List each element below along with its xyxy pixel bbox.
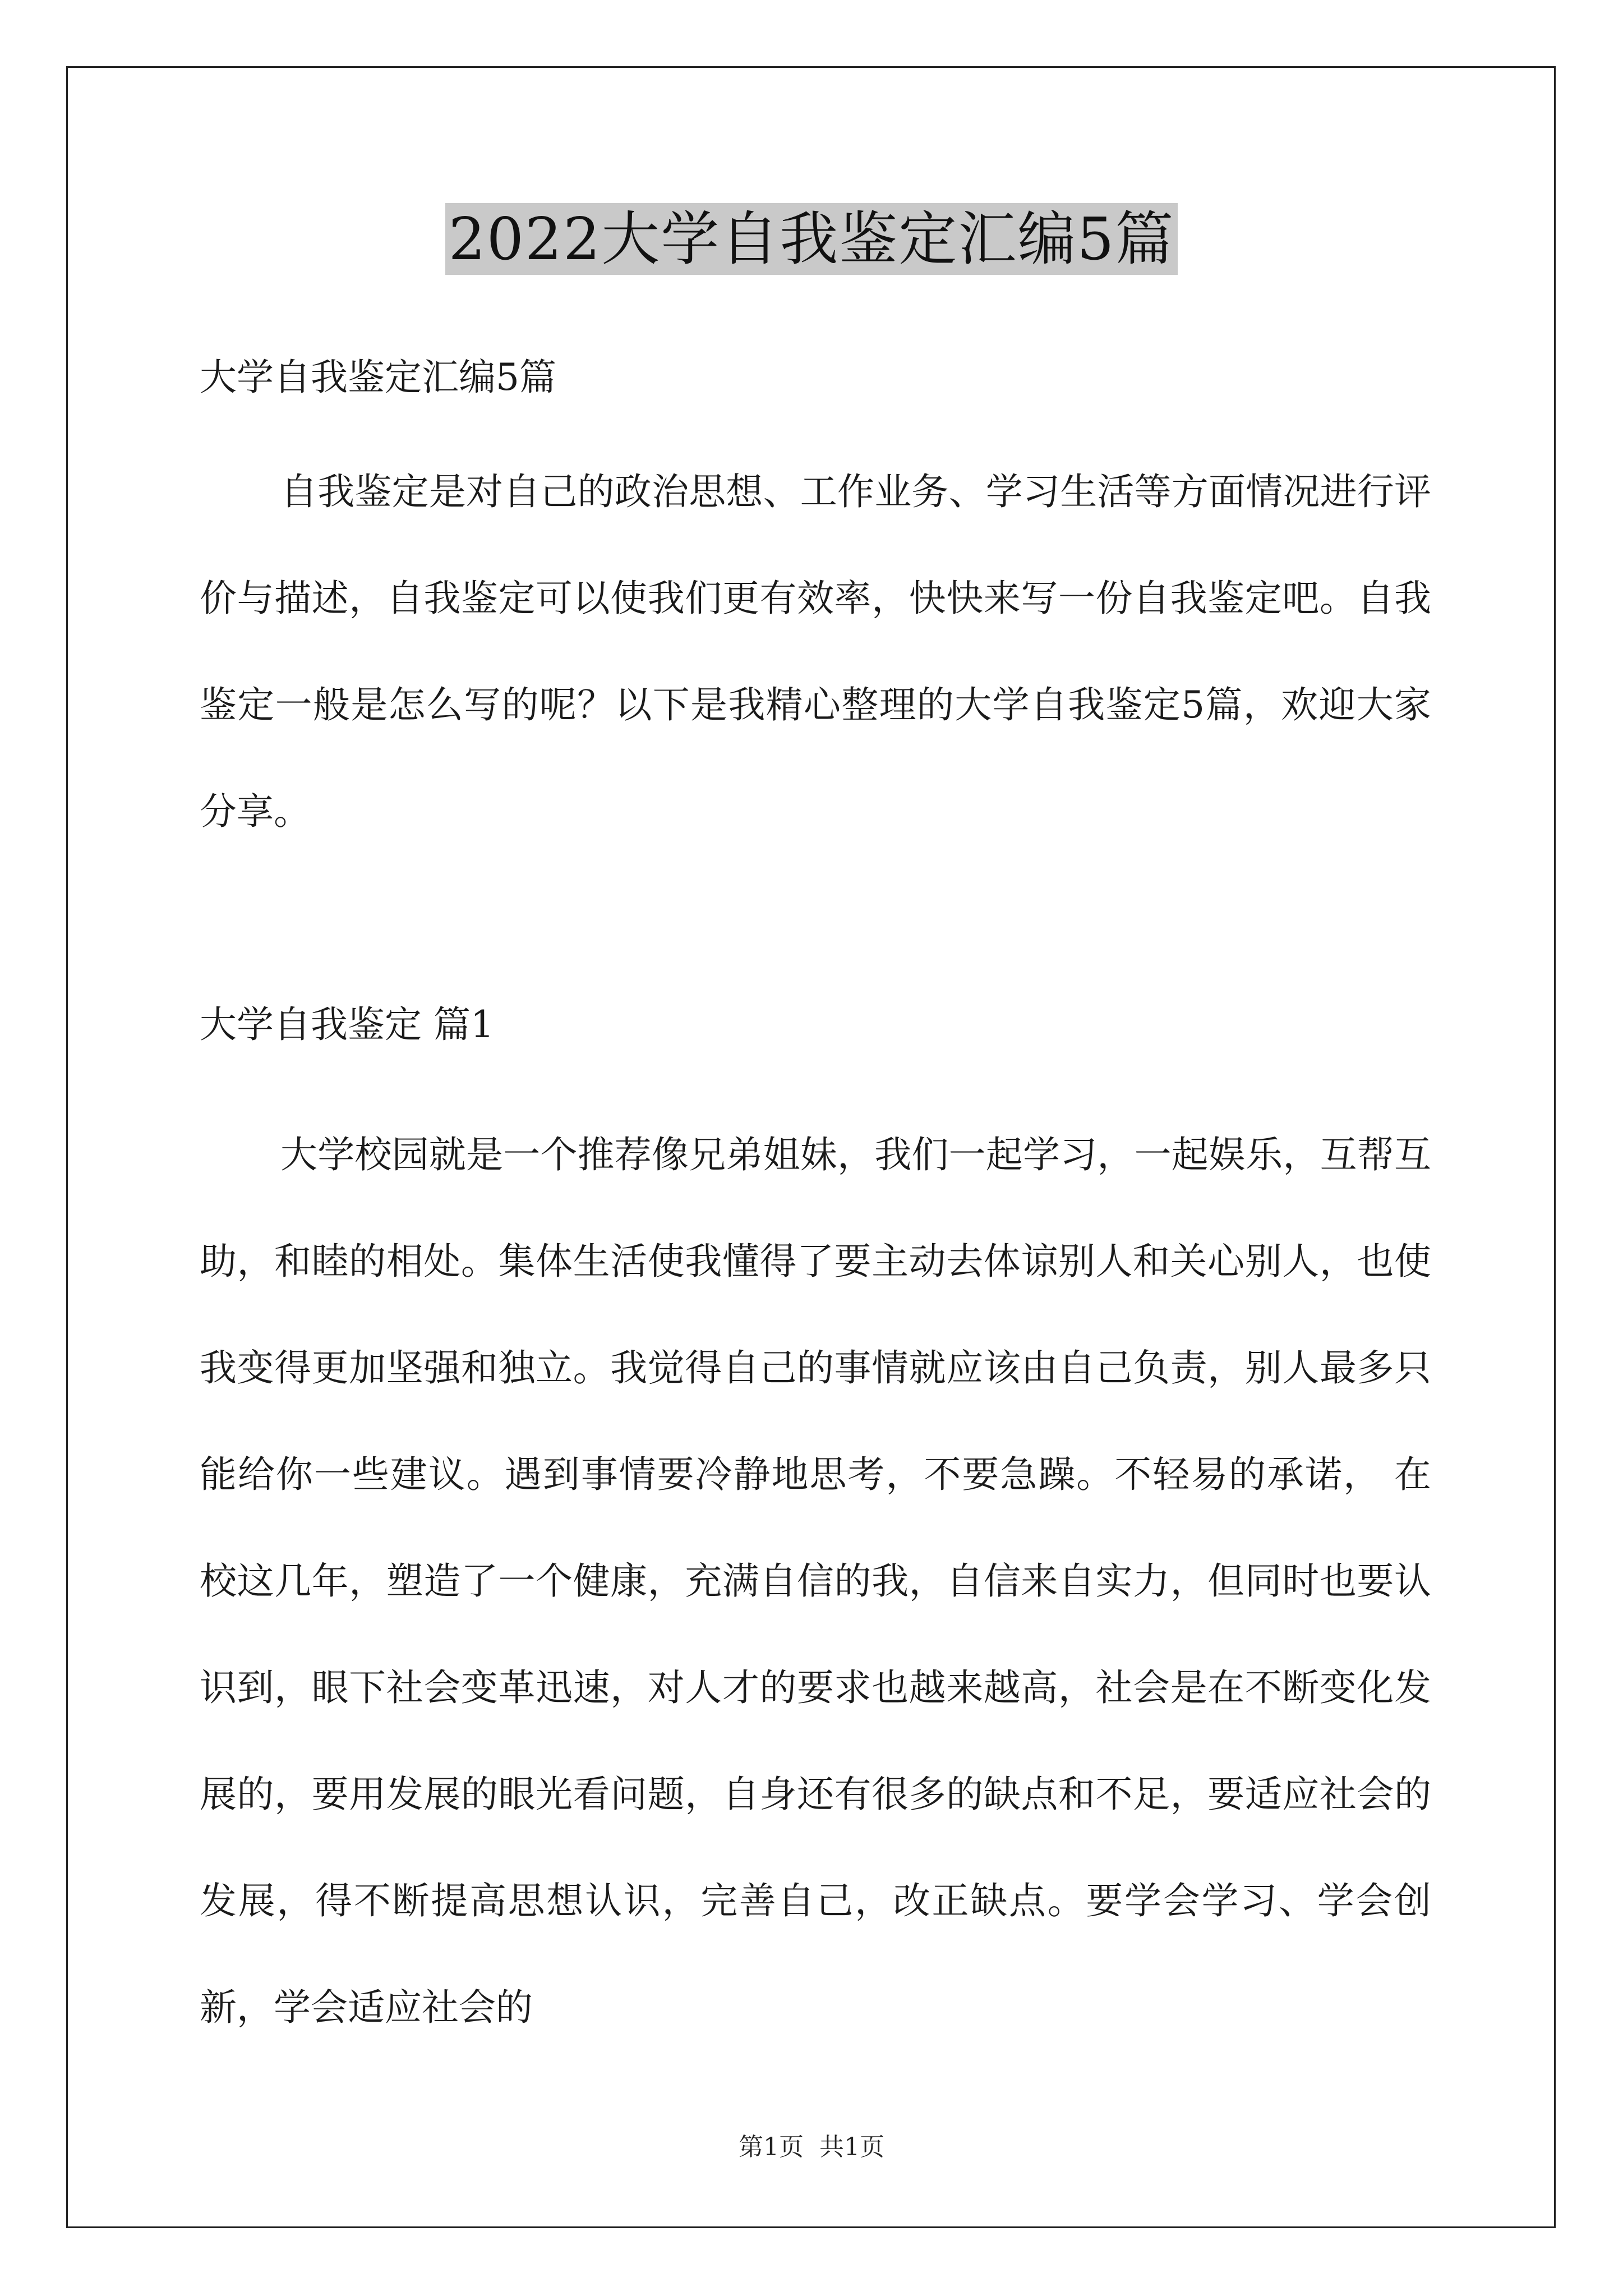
title-container — [0, 203, 1623, 275]
intro-paragraph: 自我鉴定是对自己的政治思想、工作业务、学习生活等方面情况进行评价与描述，自我鉴定可以使我们更有效率，快快来写一份自我鉴定吧。自我鉴定一般是怎么写的呢？以下是我精心整理的大学自我鉴定5篇，欢迎大家分享。 — [200, 470, 1431, 833]
document-title: 2022大学自我鉴定汇编5篇 — [445, 203, 1178, 275]
section-paragraph: 大学校园就是一个推荐像兄弟姐妹，我们一起学习，一起娱乐，互帮互助，和睦的相处。集体生活使我懂得了要主动去体谅别人和关心别人，也使我变得更加坚强和独立。我觉得自己的事情就应该由自己负责，别人最多只能给你一些建议。遇到事情要冷静地思考，不要急躁。不轻易的承诺， 在校这几年，塑造了一个健康，充满自信的我，自信来自实力，但同时也要认识到，眼下社会变革迅速，对人才的要求也越来越高，社会是在不断变化发展的，要用发展的眼光看问题，自身还有很多的缺点和不足，要适应社会的发展，得不断提高思想认识，完善自己，改正缺点。要学会学习、学会创新，学会适应社会的 — [200, 1133, 1431, 2029]
document-body — [200, 352, 1431, 2061]
page-number: 第1页 — [739, 2133, 804, 2161]
page-total: 共1页 — [819, 2133, 884, 2161]
page-footer — [0, 2132, 1623, 2163]
document-subtitle: 大学自我鉴定汇编5篇 — [200, 356, 556, 399]
section-heading: 大学自我鉴定 篇1 — [200, 1003, 494, 1046]
